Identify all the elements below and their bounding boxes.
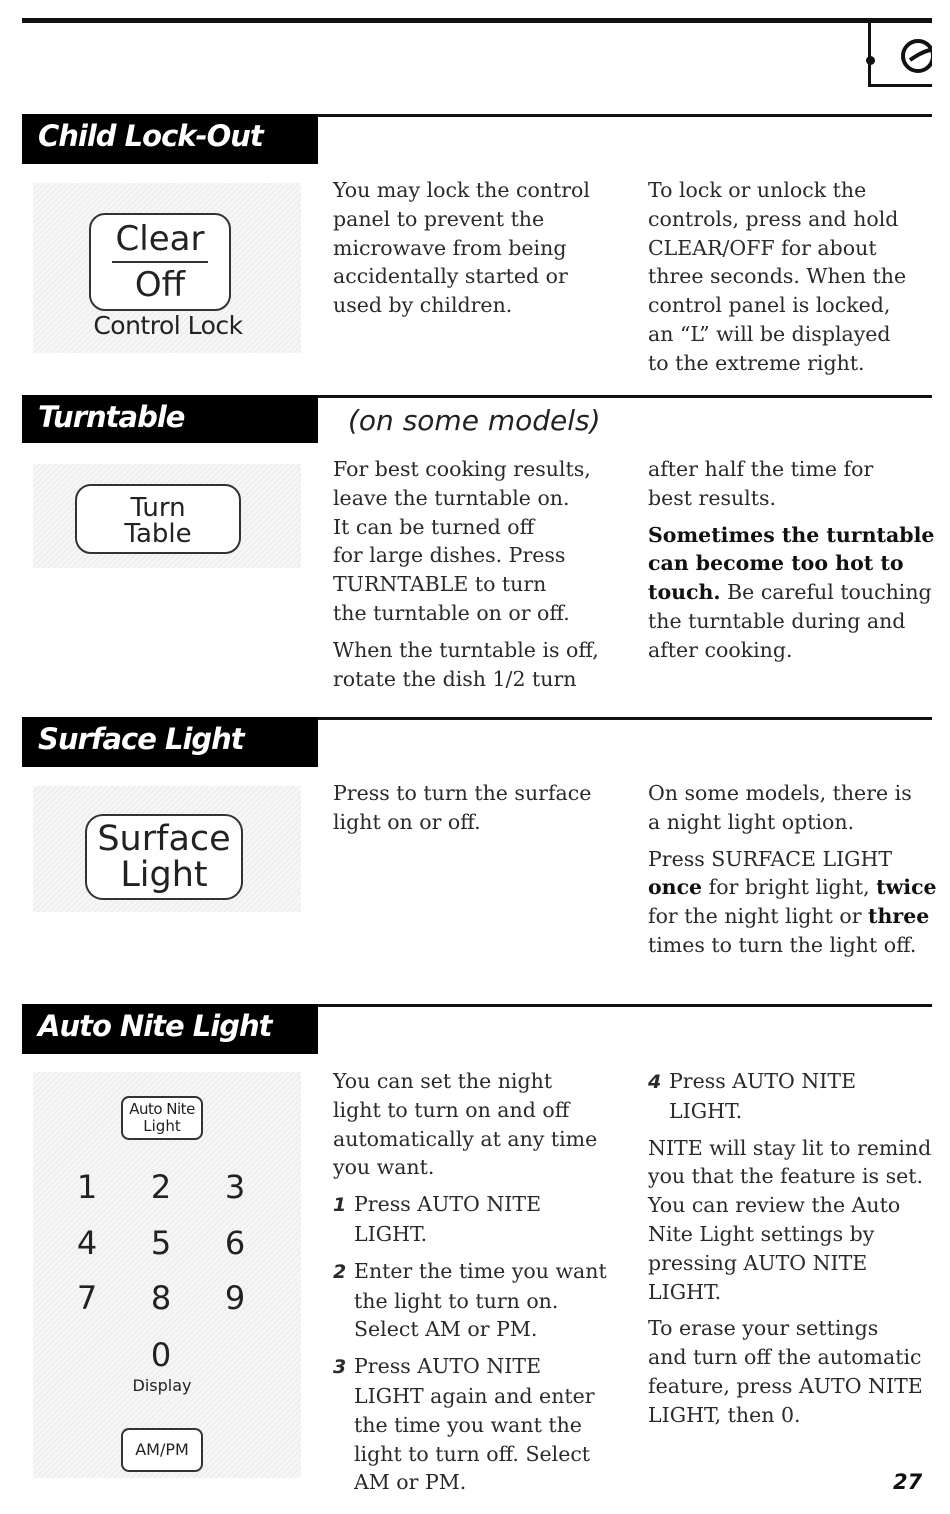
digit-key-0: 0	[150, 1336, 172, 1374]
text-line: to the extreme right.	[648, 350, 865, 375]
text-line: an “L” will be displayed	[648, 321, 891, 346]
step-1	[333, 1190, 633, 1249]
step-4	[648, 1067, 938, 1126]
turntable-key	[75, 484, 241, 554]
text-line: You can set the night	[333, 1069, 553, 1093]
turntable-subtitle: (on some models)	[348, 404, 601, 437]
text-line: light on or off.	[333, 809, 481, 834]
text-line: light to turn on and off	[333, 1097, 570, 1122]
text-line: Press to turn the surface	[333, 781, 592, 805]
digit-key-6: 6	[224, 1224, 246, 1262]
text-line: Enter the time you want	[354, 1258, 607, 1283]
text-line: Press AUTO NITE	[669, 1069, 857, 1093]
text-line: AM or PM.	[354, 1470, 467, 1495]
key-label-light: Light	[120, 855, 208, 895]
text-line: the time you want the	[354, 1412, 582, 1437]
key-label-clear: Clear	[115, 219, 205, 259]
control-panel-image	[33, 786, 301, 912]
digit-key-7: 7	[76, 1279, 98, 1317]
text-line: LIGHT.	[648, 1279, 722, 1304]
display-label: Display	[132, 1376, 192, 1395]
text-line: for large dishes. Press	[333, 543, 566, 568]
control-panel-image	[33, 183, 301, 353]
logo-bullet	[866, 56, 875, 65]
turntable-col2	[648, 455, 938, 673]
step-number: 4	[648, 1071, 662, 1093]
key-label-turn: Turn	[130, 493, 186, 523]
text-line: LIGHT again and enter	[354, 1383, 595, 1408]
text-line: LIGHT.	[669, 1098, 743, 1123]
digit-key-5: 5	[150, 1224, 172, 1262]
text-line: for the night light or	[648, 904, 862, 929]
warning-line: can become too hot to	[648, 551, 904, 576]
digit-key-9: 9	[224, 1279, 246, 1317]
text-line: LIGHT, then 0.	[648, 1402, 801, 1427]
text-line: accidentally started or	[333, 264, 568, 289]
auto-nite-light-key	[121, 1096, 203, 1140]
text-line: the turntable on or off.	[333, 600, 570, 625]
text-line: feature, press AUTO NITE	[648, 1373, 923, 1398]
digit-key-8: 8	[150, 1279, 172, 1317]
text-line: a night light option.	[648, 809, 855, 834]
text-line: Press AUTO NITE	[354, 1354, 542, 1379]
text-line: automatically at any time	[333, 1126, 598, 1151]
text-line: It can be turned off	[333, 514, 535, 539]
child-lockout-col2	[648, 176, 938, 378]
emphasis-twice: twice	[876, 875, 937, 900]
text-line: For best cooking results,	[333, 457, 591, 481]
emphasis-once: once	[648, 875, 703, 900]
text-line: control panel is locked,	[648, 293, 891, 318]
digit-key-2: 2	[150, 1168, 172, 1206]
keypad-panel-image	[33, 1072, 301, 1478]
auto-nite-light-col2	[648, 1067, 938, 1438]
section-title-surface-light: Surface Light	[22, 717, 318, 767]
text-line: the turntable during and	[648, 608, 906, 633]
text-line: after half the time for	[648, 457, 874, 481]
text-line: the light to turn on.	[354, 1288, 559, 1313]
text-line: NITE will stay lit to remind	[648, 1135, 932, 1160]
text-line: Press AUTO NITE	[354, 1192, 542, 1217]
text-line: panel to prevent the	[333, 206, 545, 231]
text-line: times to turn the light off.	[648, 932, 917, 957]
text-line: used by children.	[333, 293, 513, 318]
section-title-child-lockout: Child Lock-Out	[22, 114, 318, 164]
key-label-off: Off	[134, 265, 186, 305]
text-line: Select AM or PM.	[354, 1317, 538, 1342]
digit-key-3: 3	[224, 1168, 246, 1206]
text-line: Press SURFACE LIGHT	[648, 846, 893, 871]
text-line: To lock or unlock the	[648, 178, 867, 202]
step-number: 3	[333, 1356, 347, 1379]
surface-light-col1	[333, 779, 633, 837]
surface-light-col2	[648, 779, 938, 968]
control-panel-image	[33, 464, 301, 568]
warning-line: Sometimes the turntable	[648, 522, 935, 547]
text-line: TURNTABLE to turn	[333, 572, 547, 597]
key-label-auto-nite: Auto Nite	[129, 1100, 195, 1118]
control-lock-caption: Control Lock	[93, 311, 243, 340]
digit-key-4: 4	[76, 1224, 98, 1262]
text-line: Be careful touching	[727, 580, 932, 605]
emphasis-three: three	[868, 904, 930, 929]
ge-logo-icon	[896, 30, 932, 82]
text-line: Nite Light settings by	[648, 1221, 875, 1246]
text-line: you want.	[333, 1155, 435, 1180]
warning-line: touch.	[648, 580, 721, 605]
text-line: LIGHT.	[354, 1221, 428, 1246]
text-line: To erase your settings	[648, 1316, 879, 1341]
text-line: pressing AUTO NITE	[648, 1250, 868, 1275]
text-line: On some models, there is	[648, 781, 912, 805]
digit-key-1: 1	[76, 1168, 98, 1206]
auto-nite-light-col1	[333, 1067, 633, 1505]
text-line: controls, press and hold	[648, 206, 899, 231]
text-line: microwave from being	[333, 235, 567, 260]
key-label-surface: Surface	[97, 819, 231, 859]
key-label-light: Light	[143, 1117, 181, 1135]
step-2	[333, 1257, 633, 1344]
top-rule	[22, 18, 932, 23]
text-line: You can review the Auto	[648, 1193, 901, 1218]
text-line: after cooking.	[648, 637, 793, 662]
step-3	[333, 1352, 633, 1497]
turntable-col1	[333, 455, 633, 701]
key-label-table: Table	[124, 519, 192, 549]
text-line: and turn off the automatic	[648, 1345, 922, 1370]
page-number: 27	[893, 1470, 923, 1494]
text-line: you that the feature is set.	[648, 1164, 923, 1189]
step-number: 2	[333, 1260, 347, 1283]
section-title-auto-nite-light: Auto Nite Light	[22, 1004, 318, 1054]
am-pm-key: AM/PM	[121, 1428, 203, 1472]
text-line: three seconds. When the	[648, 264, 907, 289]
text-line: CLEAR/OFF for about	[648, 235, 877, 260]
child-lockout-col1	[333, 176, 625, 320]
section-title-turntable: Turntable	[22, 395, 318, 443]
clear-off-key	[89, 213, 231, 311]
step-number: 1	[333, 1194, 347, 1217]
text-line: You may lock the control	[333, 178, 590, 202]
text-line: When the turntable is off,	[333, 637, 599, 662]
text-line: for bright light,	[708, 875, 870, 900]
text-line: light to turn off. Select	[354, 1441, 591, 1466]
text-line: rotate the dish 1/2 turn	[333, 666, 577, 691]
surface-light-key	[85, 814, 243, 900]
text-line: leave the turntable on.	[333, 485, 570, 510]
text-line: best results.	[648, 485, 777, 510]
